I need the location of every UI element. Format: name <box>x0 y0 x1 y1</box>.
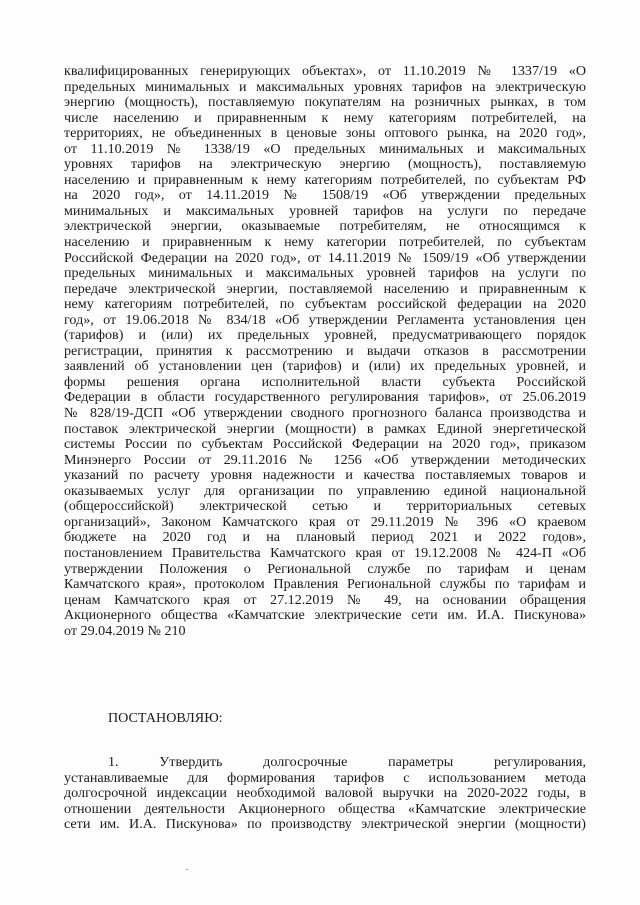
paragraph-line: электрической энергии, оказываемые потребителям, не относящимся к <box>64 218 586 235</box>
paragraph-line: на 2020 год», от 14.11.2019 № 1508/19 «Об утверждении предельных <box>64 187 586 204</box>
item-line: 1. Утвердить долгосрочные параметры регулирования, <box>108 754 586 770</box>
paragraph-line: нему категориям потребителей, по субъектам российской федерации на 2020 <box>64 296 586 313</box>
paragraph-line: энергию (мощность), поставляемую покупателям на розничных рынках, в том <box>64 94 586 111</box>
item-line: отношении деятельности Акционерного общества «Камчатские электрические <box>64 800 586 817</box>
paragraph-line: Минэнерго России от 29.11.2016 № 1256 «Об утверждении методических <box>64 451 586 468</box>
resolution-heading: ПОСТАНОВЛЯЮ: <box>108 710 223 726</box>
scan-speck <box>186 869 188 870</box>
numbered-item-1 <box>64 755 586 833</box>
item-line: устанавливаемые для формирования тарифов с использованием метода <box>64 769 586 786</box>
paragraph-line: Федерации в области государственного регулирования тарифов», от 25.06.2019 <box>64 389 586 406</box>
paragraph-line: от 11.10.2019 № 1338/19 «О предельных минимальных и максимальных <box>64 140 586 157</box>
paragraph-line: указаний по расчету уровня надежности и качества поставляемых товаров и <box>64 467 586 484</box>
paragraph-line: Камчатского края», протоколом Правления Региональной службы по тарифам и <box>64 576 586 593</box>
paragraph-line: год», от 19.06.2018 № 834/18 «Об утверждении Регламента установления цен <box>64 311 586 328</box>
item-line: сети им. И.А. Пискунова» по производству электрической энергии (мощности) <box>64 816 586 833</box>
paragraph-line: организаций», Законом Камчатского края от 29.11.2019 № 396 «О краевом <box>64 513 586 530</box>
paragraph-line: числе населению и приравненным к нему категориям потребителей, на <box>64 109 586 126</box>
item-line: долгосрочной индексации необходимой валовой выручки на 2020-2022 годы, в <box>64 785 586 802</box>
paragraph-line: утверждении Положения о Региональной службе по тарифам и ценам <box>64 560 586 577</box>
paragraph-line: (общероссийской) электрической сетью и территориальных сетевых <box>64 498 586 515</box>
paragraph-line: предельных минимальных и максимальных уровнях тарифов на электрическую <box>64 78 586 95</box>
paragraph-line: поставок электрической энергии (мощности) в рамках Единой энергетической <box>64 420 586 437</box>
paragraph-line: ценам Камчатского края от 27.12.2019 № 49, на основании обращения <box>64 591 586 608</box>
paragraph-line: Российской Федерации на 2020 год», от 14.11.2019 № 1509/19 «Об утверждении <box>64 249 586 266</box>
paragraph-line: (тарифов) и (или) их предельных уровней, предусматривающего порядок <box>64 327 586 344</box>
paragraph-line: населению и приравненным к нему категориям потребителей, по субъектам РФ <box>64 171 586 188</box>
paragraph-line: системы России по субъектам Российской Федерации на 2020 год», приказом <box>64 436 586 453</box>
paragraph-line: заявлений об установлении цен (тарифов) и (или) их предельных уровней, и <box>64 358 586 375</box>
paragraph-line: территориях, не объединенных в ценовые зоны оптового рынка, на 2020 год», <box>64 125 586 142</box>
paragraph-line: оказываемых услуг для организации по управлению единой национальной <box>64 482 586 499</box>
paragraph-line: регистрации, принятия к рассмотрению и выдачи отказов в рассмотрении <box>64 342 586 359</box>
paragraph-line: № 828/19-ДСП «Об утверждении сводного прогнозного баланса производства и <box>64 405 586 422</box>
paragraph-line: постановлением Правительства Камчатского края от 19.12.2008 № 424-П «Об <box>64 544 586 561</box>
paragraph-line: Акционерного общества «Камчатские электрические сети им. И.А. Пискунова» <box>64 607 586 624</box>
paragraph-line: от 29.04.2019 № 210 <box>64 622 186 639</box>
paragraph-line: формы решения органа исполнительной власти субъекта Российской <box>64 373 586 390</box>
paragraph-line: предельных минимальных и максимальных уровней тарифов на услуги по <box>64 265 586 282</box>
paragraph-line: минимальных и максимальных уровней тарифов на услуги по передаче <box>64 202 586 219</box>
paragraph-line: квалифицированных генерирующих объектах», от 11.10.2019 № 1337/19 «О <box>64 63 586 79</box>
paragraph-line: населению и приравненным к нему категории потребителей, по субъектам <box>64 234 586 251</box>
paragraph-line: передаче электрической энергии, поставляемой населению и приравненным к <box>64 280 586 297</box>
paragraph-line: уровнях тарифов на электрическую энергию (мощность), поставляемую <box>64 156 586 173</box>
body-paragraph <box>64 64 586 639</box>
paragraph-line: бюджете на 2020 год и на плановый период 2021 и 2022 годов», <box>64 529 586 546</box>
